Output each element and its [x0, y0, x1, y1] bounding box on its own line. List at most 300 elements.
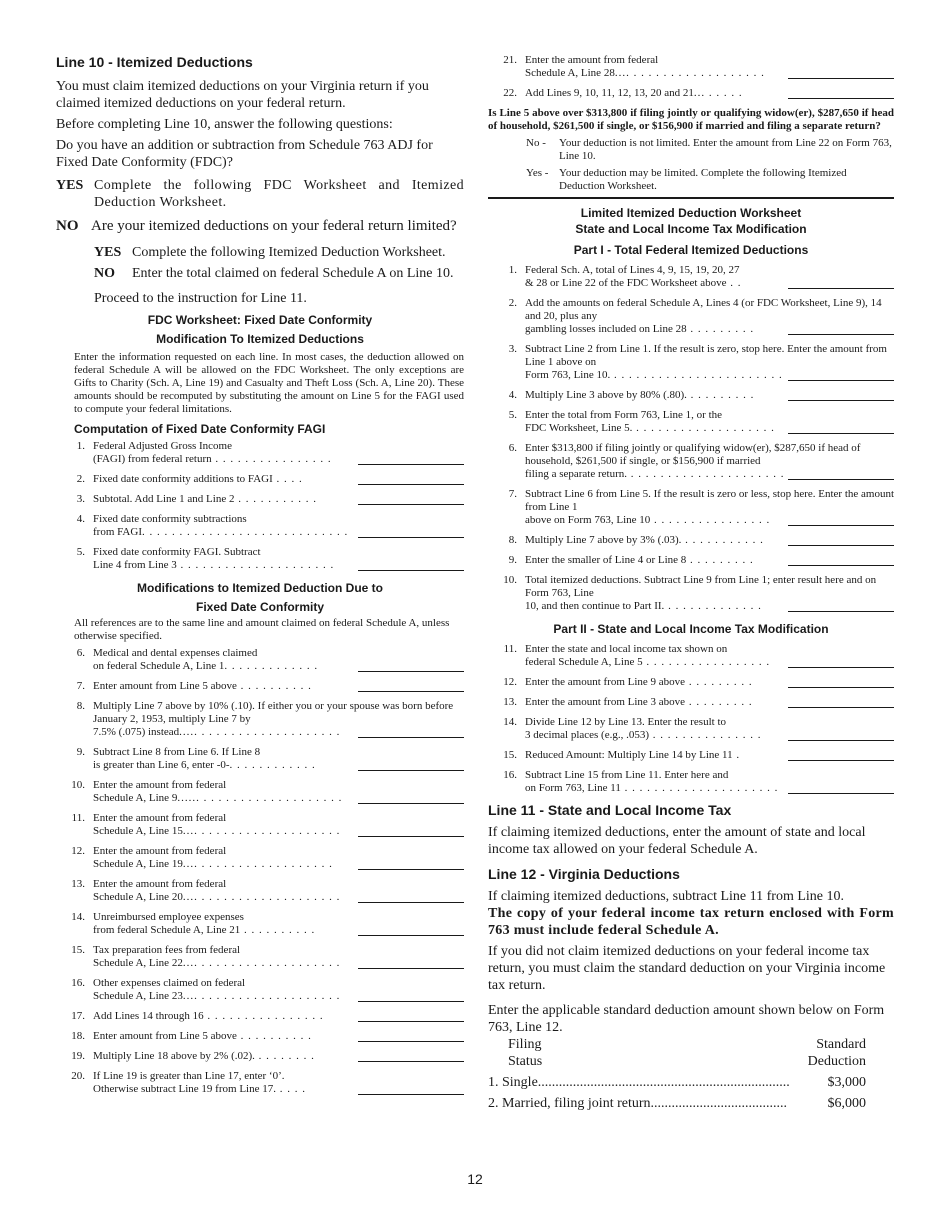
dot-leader: . . . . . . . . . . . . . . . . . . . . . . . . . . . . [141, 526, 349, 538]
line-text [525, 574, 894, 613]
modifications-title-1: Modifications to Itemized Deduction Due to [137, 581, 383, 595]
line-text-first: Divide Line 12 by Line 13. Enter the result to [525, 716, 727, 728]
line-text-last: Schedule A, Line 19 [93, 858, 183, 870]
yes-key-2: YES [94, 245, 122, 260]
amount-entry-line[interactable] [788, 534, 894, 546]
line-number: 10. [503, 574, 517, 586]
line-number: 8. [508, 534, 517, 546]
sd-header-row-2 [508, 1053, 866, 1070]
line-number: 12. [71, 845, 85, 857]
line-text-first: Enter the amount from federal [93, 845, 227, 857]
line-number: 20. [71, 1070, 85, 1082]
line-text-first: Subtract Line 15 from Line 11. Enter here and [525, 769, 729, 781]
yes-text: Complete the following FDC Worksheet and Itemized Deduction Worksheet. [94, 178, 464, 210]
amount-entry-line[interactable] [358, 1083, 464, 1095]
sd-row [488, 1074, 866, 1091]
worksheet-line [498, 696, 894, 709]
line-number: 17. [71, 1010, 85, 1022]
line-text-first: Medical and dental expenses claimed [93, 647, 258, 659]
dot-leader: . . . . . . . . . . [236, 1030, 312, 1042]
line-text-first: Multiply Line 7 above by 10% (.10). If either you or your spouse was born before January 2, 1953, multiply Line 7 by [93, 700, 454, 725]
dot-leader: . . . . . . . . . . . [234, 493, 317, 505]
sd-label: 1. Single [488, 1075, 538, 1090]
dot-leader: . . . . . . . . . . . . . . . . . . . . . [176, 559, 335, 571]
line-number: 6. [508, 442, 517, 454]
line-number: 6. [76, 647, 85, 659]
line-text [525, 297, 894, 336]
dot-leader: ... . . . . . [693, 87, 743, 99]
proceed-text: Proceed to the instruction for Line 11. [94, 291, 307, 306]
line-text-last: 7.5% (.075) instead [93, 726, 180, 738]
amount-entry-line[interactable] [358, 1010, 464, 1022]
line-text-first: Federal Sch. A, total of Lines 4, 9, 15, 19, 20, 27 [525, 264, 740, 276]
page-number: 12 [467, 1171, 483, 1187]
line-text-last: Add Lines 14 through 16 [93, 1010, 204, 1022]
line-text-last: is greater than Line 6, enter -0- [93, 759, 230, 771]
amount-entry-line[interactable] [358, 726, 464, 738]
line-text-last: Schedule A, Line 9 [93, 792, 178, 804]
section-divider [488, 197, 894, 199]
worksheet-line [66, 911, 464, 937]
line-text-last: federal Schedule A, Line 5 [525, 656, 643, 668]
line-text-last: Form 763, Line 10. [525, 369, 611, 381]
line12-text-3: Enter the applicable standard deduction amount shown below on Form 763, Line 12. [488, 1003, 885, 1035]
fdc-worksheet-title-1: FDC Worksheet: Fixed Date Conformity [147, 313, 373, 327]
worksheet-line [498, 534, 894, 547]
line-text [525, 343, 894, 382]
dot-leader: . . . . [275, 1083, 306, 1095]
line-text-last: Schedule A, Line 28 [525, 67, 615, 79]
sd-header-row-1 [508, 1036, 866, 1053]
fdc-intro: Enter the information requested on each line. In most cases, the deduction allowed on federal Schedule A will be allowed on the FDC Worksheet. The only exceptions are Gifts to Charity (Sch. A, Line 19) and Casualty and Theft Loss (Sch. A, Line 20). These amounts should be recomputed by substituting the amount on Line 5 for the FAGI used to compute your federal limitations. [74, 351, 464, 415]
amount-entry-line[interactable] [358, 891, 464, 903]
dot-leader: . . . . . . . . . . . . . [664, 600, 762, 612]
worksheet-line [66, 878, 464, 904]
line-text-last: (FAGI) from federal return [93, 453, 212, 465]
amount-entry-line[interactable] [358, 957, 464, 969]
dot-leader: . . . . . . . . . . . . . . . . . . . . . [620, 782, 779, 794]
line-text-last: Otherwise subtract Line 19 from Line 17. [93, 1083, 276, 1095]
worksheet-line [498, 554, 894, 567]
line-number: 16. [503, 769, 517, 781]
line-text-first: Subtract Line 8 from Line 6. If Line 8 [93, 746, 261, 758]
line-text-first: Enter the amount from federal [93, 812, 227, 824]
amount-entry-line[interactable] [358, 453, 464, 465]
sd-dot-leader: ....................................... [650, 1096, 788, 1111]
worksheet-line [498, 389, 894, 402]
no-text-2: Enter the total claimed on federal Schedule A on Line 10. [132, 266, 454, 281]
line12-bold-notice: The copy of your federal income tax return enclosed with Form 763 must include federal Schedule A. [488, 906, 894, 938]
line-number: 16. [71, 977, 85, 989]
line-text [93, 845, 464, 871]
line-text-last: Enter amount from Line 5 above [93, 1030, 237, 1042]
line-text [525, 749, 894, 762]
amount-entry-line[interactable] [358, 759, 464, 771]
line-text-first: Other expenses claimed on federal [93, 977, 246, 989]
amount-entry-line[interactable] [358, 559, 464, 571]
line-text [93, 944, 464, 970]
line-number: 11. [503, 643, 517, 655]
worksheet-line [66, 680, 464, 693]
line11-text: If claiming itemized deductions, enter the amount of state and local income tax allowed on your federal Schedule A. [488, 825, 866, 857]
line-text-last: from federal Schedule A, Line 21 [93, 924, 241, 936]
dot-leader: . . . . . . . . . . [236, 680, 312, 692]
amount-entry-line[interactable] [788, 87, 894, 99]
line-number: 18. [71, 1030, 85, 1042]
line-text-last: 3 decimal places (e.g., .053) [525, 729, 650, 741]
line-text-first: If Line 19 is greater than Line 17, enter ‘0’. [93, 1070, 285, 1082]
standard-deduction-table [488, 1036, 894, 1070]
limited-worksheet-title-1: Limited Itemized Deduction Worksheet [580, 206, 802, 220]
dot-leader: . . . . . . . . . . . . . . . . [650, 514, 771, 526]
dot-leader: . . . . . . . . . . . . . . . . [203, 1010, 324, 1022]
dot-leader: . . . . . . . . . . . . . . . . . [642, 656, 771, 668]
line-text [93, 440, 464, 466]
line-number: 4. [76, 513, 85, 525]
amount-entry-line[interactable] [358, 526, 464, 538]
line-number: 7. [508, 488, 517, 500]
worksheet-line [66, 493, 464, 506]
line-text-last: Enter the amount from Line 3 above [525, 696, 686, 708]
line-text-last: Schedule A, Line 22 [93, 957, 183, 969]
dot-leader: . . . . . . . . . [685, 696, 753, 708]
worksheet-line [66, 546, 464, 572]
line-text-last: Schedule A, Line 15 [93, 825, 183, 837]
computation-heading: Computation of Fixed Date Conformity FAGI [74, 422, 326, 436]
amount-entry-line[interactable] [358, 680, 464, 692]
line-number: 14. [503, 716, 517, 728]
amount-entry-line[interactable] [788, 782, 894, 794]
line-text [93, 779, 464, 805]
no-key-2: NO [94, 266, 115, 281]
sd-amount: $6,000 [827, 1096, 866, 1111]
worksheet-line [498, 409, 894, 435]
line-text [525, 442, 894, 481]
line12-text-2: If you did not claim itemized deductions on your federal income tax return, you must claim the standard deduction on your Virginia income tax return. [488, 944, 886, 993]
worksheet-line [498, 297, 894, 336]
amount-entry-line[interactable] [788, 422, 894, 434]
line-text [93, 1050, 464, 1063]
line-number: 11. [71, 812, 85, 824]
part2-title: Part II - State and Local Income Tax Modification [553, 622, 829, 636]
worksheet-line [66, 845, 464, 871]
line-text-last: Fixed date conformity additions to FAGI [93, 473, 273, 485]
amount-entry-line[interactable] [358, 1050, 464, 1062]
amount-entry-line[interactable] [788, 554, 894, 566]
amount-entry-line[interactable] [788, 67, 894, 79]
line-text-first: Federal Adjusted Gross Income [93, 440, 232, 452]
worksheet-line [66, 746, 464, 772]
no-text: Are your itemized deductions on your federal return limited? [91, 218, 457, 234]
line-text [93, 513, 464, 539]
worksheet-line [498, 264, 894, 290]
sd-amount: $3,000 [827, 1075, 866, 1090]
worksheet-line [66, 1030, 464, 1043]
amount-entry-line[interactable] [788, 369, 894, 381]
worksheet-line [66, 647, 464, 673]
amount-entry-line[interactable] [358, 858, 464, 870]
line-text [93, 700, 464, 739]
fdc-yes-option [56, 177, 464, 211]
line-text-last: Line 4 from Line 3 [93, 559, 177, 571]
line-text-last: above on Form 763, Line 10 [525, 514, 651, 526]
dot-leader: .... . . . . . . . . . . . . . . . . . . [614, 67, 765, 79]
worksheet-line [66, 977, 464, 1003]
worksheet-line [498, 643, 894, 669]
dot-leader: .... . . . . . . . . . . . . . . . . . . [182, 858, 333, 870]
yes-answer-key: Yes - [526, 167, 549, 179]
sd-dot-leader: ........................................................................ [537, 1075, 790, 1090]
worksheet-line [498, 343, 894, 382]
sd-col-deduction: Deduction [807, 1054, 866, 1069]
worksheet-line [498, 488, 894, 527]
line-number: 21. [503, 54, 517, 66]
dot-leader: ..... . . . . . . . . . . . . . . . . . . . [179, 726, 341, 738]
dot-leader: . . . . . . . . [254, 1050, 315, 1062]
worksheet-line [66, 944, 464, 970]
line-text [93, 493, 464, 506]
amount-entry-line[interactable] [788, 323, 894, 335]
line10-heading: Line 10 - Itemized Deductions [56, 54, 253, 70]
amount-entry-line[interactable] [788, 696, 894, 708]
dot-leader: .... . . . . . . . . . . . . . . . . . . . [182, 891, 341, 903]
dot-leader: . [732, 749, 741, 761]
line-number: 3. [508, 343, 517, 355]
line-number: 5. [76, 546, 85, 558]
amount-entry-line[interactable] [358, 792, 464, 804]
line-number: 8. [76, 700, 85, 712]
sd-row [488, 1095, 866, 1112]
amount-entry-line[interactable] [358, 473, 464, 485]
line-number: 2. [76, 473, 85, 485]
line-text-first: Fixed date conformity subtractions [93, 513, 247, 525]
amount-entry-line[interactable] [788, 729, 894, 741]
line-number: 5. [508, 409, 517, 421]
amount-entry-line[interactable] [788, 656, 894, 668]
question-no-answer [526, 137, 894, 163]
line-text [93, 546, 464, 572]
line-text [93, 911, 464, 937]
line-number: 9. [508, 554, 517, 566]
line-number: 13. [503, 696, 517, 708]
yes-text-2: Complete the following Itemized Deduction Worksheet. [132, 245, 446, 260]
amount-entry-line[interactable] [358, 924, 464, 936]
line-number: 7. [76, 680, 85, 692]
line-text-last: Multiply Line 7 above by 3% (.03). [525, 534, 682, 546]
line-text [525, 716, 894, 742]
line-text-last: gambling losses included on Line 28 [525, 323, 687, 335]
line-text [525, 696, 894, 709]
carryover-lines [498, 54, 894, 100]
dot-leader: . . . . . . . . . [685, 676, 753, 688]
sd-col-filing: Filing [508, 1037, 542, 1052]
intro-paragraph-1: You must claim itemized deductions on your Virginia return if you claimed itemized deductions on your federal return. [56, 79, 429, 111]
dot-leader: . . . . . . . . . . . . . . . [649, 729, 762, 741]
amount-entry-line[interactable] [788, 514, 894, 526]
dot-leader: . . [726, 277, 742, 289]
line-text [525, 534, 894, 547]
dot-leader: . . . . . . . . . [686, 389, 755, 401]
line-text [93, 1070, 464, 1096]
line-text-first: Add the amounts on federal Schedule A, Lines 4 (or FDC Worksheet, Line 9), 14 and 20, plus any [525, 297, 882, 322]
worksheet-line [498, 442, 894, 481]
dot-leader: . . . . . . . . . . . . . [224, 660, 319, 672]
sd-col-status: Status [508, 1054, 543, 1069]
line-text [525, 643, 894, 669]
sd-label: 2. Married, filing joint return [488, 1096, 651, 1111]
part2-lines [498, 643, 894, 795]
amount-entry-line[interactable] [788, 389, 894, 401]
line-number: 19. [71, 1050, 85, 1062]
line-number: 1. [76, 440, 85, 452]
worksheet-line [66, 1010, 464, 1023]
line-text [525, 54, 894, 80]
worksheet-line [498, 769, 894, 795]
dot-leader: . . . . . . . . . [686, 554, 754, 566]
amount-entry-line[interactable] [358, 825, 464, 837]
line-number: 4. [508, 389, 517, 401]
line-text-last: Add Lines 9, 10, 11, 12, 13, 20 and 21 [525, 87, 694, 99]
dot-leader: . . . . [272, 473, 303, 485]
standard-deduction-rows [488, 1074, 894, 1112]
no-answer-key: No - [526, 137, 546, 149]
line-text-last: Multiply Line 18 above by 2% (.02). [93, 1050, 255, 1062]
line-text-first: Subtract Line 2 from Line 1. If the result is zero, stop here. Enter the amount from Line 1 above on [525, 343, 887, 368]
dot-leader: .... . . . . . . . . . . . . . . . . . . . [182, 825, 341, 837]
line-text-last: & 28 or Line 22 of the FDC Worksheet above [525, 277, 727, 289]
line-text-last: Enter the smaller of Line 4 or Line 8 [525, 554, 687, 566]
dot-leader: . . . . . . . . . . . . . . . . . . . . . [627, 468, 785, 480]
amount-entry-line[interactable] [788, 676, 894, 688]
worksheet-line [66, 1070, 464, 1096]
line-text-last: Reduced Amount: Multiply Line 14 by Line 11 [525, 749, 733, 761]
line-text-last: Enter amount from Line 5 above [93, 680, 237, 692]
line-text-first: Enter the total from Form 763, Line 1, or the [525, 409, 723, 421]
line-text-last: on federal Schedule A, Line 1 [93, 660, 225, 672]
worksheet-line [66, 700, 464, 739]
computation-lines [66, 440, 464, 572]
modifications-intro: All references are to the same line and amount claimed on federal Schedule A, unless otherwise specified. [74, 617, 450, 642]
limited-options [94, 244, 464, 307]
amount-entry-line[interactable] [358, 990, 464, 1002]
line-text [525, 87, 894, 100]
sd-label-with-dots [488, 1074, 828, 1091]
line-text [93, 878, 464, 904]
sd-label-with-dots [488, 1095, 828, 1112]
line-text-first: Total itemized deductions. Subtract Line 9 from Line 1; enter result here and on Form 763, Line [525, 574, 877, 599]
line-text [525, 554, 894, 567]
amount-entry-line[interactable] [788, 600, 894, 612]
line-text [93, 812, 464, 838]
line-text-last: filing a separate return. [525, 468, 628, 480]
line-text [93, 473, 464, 486]
amount-entry-line[interactable] [788, 468, 894, 480]
dot-leader: . . . . . . . . . [686, 323, 755, 335]
line-text [525, 676, 894, 689]
worksheet-line [66, 440, 464, 466]
line-number: 22. [503, 87, 517, 99]
sd-col-standard: Standard [816, 1037, 866, 1052]
line-text [525, 264, 894, 290]
threshold-question: Is Line 5 above over $313,800 if filing jointly or qualifying widow(er), $287,650 if head of household, $261,500 if single, or $156,900 if married and filing a separate return? [488, 107, 894, 132]
dot-leader: .... . . . . . . . . . . . . . . . . . . . [182, 957, 341, 969]
line-number: 15. [71, 944, 85, 956]
line-text-first: Tax preparation fees from federal [93, 944, 241, 956]
fdc-no-option [56, 217, 464, 236]
line-number: 1. [508, 264, 517, 276]
part1-title: Part I - Total Federal Itemized Deductions [573, 243, 809, 257]
no-answer-text: Your deduction is not limited. Enter the amount from Line 22 on Form 763, Line 10. [559, 137, 892, 162]
intro-paragraph-3: Do you have an addition or subtraction from Schedule 763 ADJ for Fixed Date Conformity (FDC)? [56, 138, 433, 170]
dot-leader: . . . . . . . . . . . . . . . . . . . [632, 422, 775, 434]
worksheet-line [66, 779, 464, 805]
limited-worksheet-title-2: State and Local Income Tax Modification [575, 222, 807, 236]
line-text [93, 1030, 464, 1043]
line-number: 10. [71, 779, 85, 791]
line-text-first: Enter the amount from federal [93, 779, 227, 791]
line-text [93, 977, 464, 1003]
worksheet-line [498, 749, 894, 762]
worksheet-line [498, 716, 894, 742]
line-text-last: from FAGI [93, 526, 142, 538]
line-text [93, 647, 464, 673]
worksheet-line [498, 574, 894, 613]
dot-leader: .... . . . . . . . . . . . . . . . . . . . [182, 990, 341, 1002]
amount-entry-line[interactable] [788, 749, 894, 761]
line11-heading: Line 11 - State and Local Income Tax [488, 802, 732, 818]
limited-no-option [94, 265, 464, 282]
line-text [525, 409, 894, 435]
line12-heading: Line 12 - Virginia Deductions [488, 866, 680, 882]
dot-leader: . . . . . . . . . . . . [229, 759, 316, 771]
line-text-first: Subtract Line 6 from Line 5. If the result is zero or less, stop here. Enter the amount from Line 1 [525, 488, 895, 513]
amount-entry-line[interactable] [358, 493, 464, 505]
amount-entry-line[interactable] [788, 277, 894, 289]
fdc-worksheet-title-2: Modification To Itemized Deductions [156, 332, 364, 346]
dot-leader: . . . . . . . . . . . [681, 534, 764, 546]
line-number: 15. [503, 749, 517, 761]
line-text-first: Enter the amount from federal [525, 54, 659, 66]
modifications-title-2: Fixed Date Conformity [195, 600, 324, 614]
line-number: 13. [71, 878, 85, 890]
line-text [525, 389, 894, 402]
line-number: 9. [76, 746, 85, 758]
line-text-first: Unreimbursed employee expenses [93, 911, 244, 923]
left-column [56, 54, 464, 1103]
line-text-last: Subtotal. Add Line 1 and Line 2 [93, 493, 235, 505]
dot-leader: . . . . . . . . . . [240, 924, 316, 936]
line-text [93, 746, 464, 772]
modification-lines [66, 647, 464, 1096]
line-text-first: Enter the amount from federal [93, 878, 227, 890]
line-number: 2. [508, 297, 517, 309]
part1-lines [498, 264, 894, 613]
line-text-first: Enter the state and local income tax shown on [525, 643, 728, 655]
amount-entry-line[interactable] [358, 1030, 464, 1042]
line-text-last: Schedule A, Line 23 [93, 990, 183, 1002]
line-text-last: Schedule A, Line 20 [93, 891, 183, 903]
no-key: NO [56, 218, 79, 234]
worksheet-line [498, 676, 894, 689]
yes-key: YES [56, 178, 84, 193]
line-text-last: Multiply Line 3 above by 80% (.80). [525, 389, 687, 401]
worksheet-line [66, 513, 464, 539]
amount-entry-line[interactable] [358, 660, 464, 672]
dot-leader: . . . . . . . . . . . . . . . . [211, 453, 332, 465]
dot-leader: ...... . . . . . . . . . . . . . . . . . . . [177, 792, 343, 804]
line-text-last: 10, and then continue to Part II. [525, 600, 665, 612]
line-text [93, 1010, 464, 1023]
